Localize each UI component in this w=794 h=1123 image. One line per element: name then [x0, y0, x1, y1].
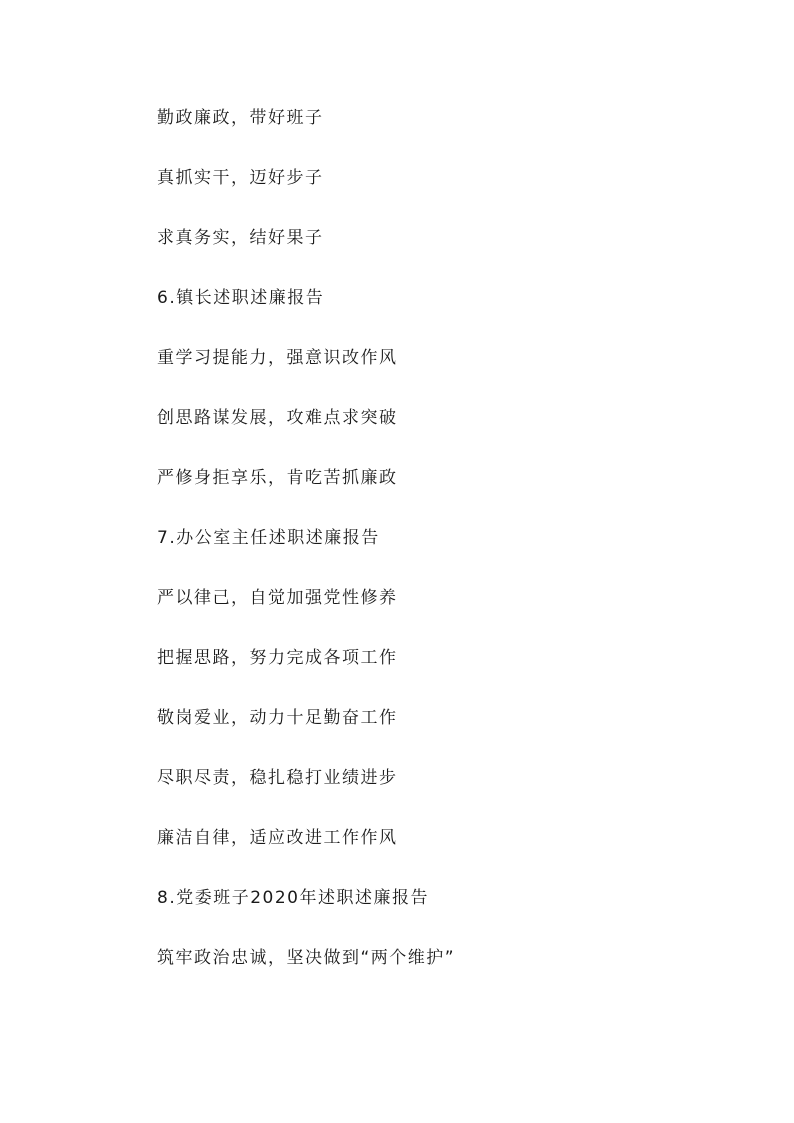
- text-line: 勤政廉政，带好班子: [157, 108, 324, 128]
- text-line: 重学习提能力，强意识改作风: [157, 348, 398, 368]
- text-line: 创思路谋发展，攻难点求突破: [157, 408, 398, 428]
- section-heading: 6.镇长述职述廉报告: [157, 288, 325, 308]
- text-line: 筑牢政治忠诚，坚决做到“两个维护”: [157, 948, 456, 968]
- text-line: 求真务实，结好果子: [157, 228, 324, 248]
- text-line: 严修身拒享乐，肯吃苦抓廉政: [157, 468, 398, 488]
- section-heading: 7.办公室主任述职述廉报告: [157, 528, 380, 548]
- text-line: 真抓实干，迈好步子: [157, 168, 324, 188]
- text-line: 尽职尽责，稳扎稳打业绩进步: [157, 768, 398, 788]
- text-line: 把握思路，努力完成各项工作: [157, 648, 398, 668]
- text-line: 敬岗爱业，动力十足勤奋工作: [157, 708, 398, 728]
- text-line: 廉洁自律，适应改进工作作风: [157, 828, 398, 848]
- text-line: 严以律己，自觉加强党性修养: [157, 588, 398, 608]
- section-heading: 8.党委班子2020年述职述廉报告: [157, 888, 429, 908]
- document-body: [157, 105, 717, 1005]
